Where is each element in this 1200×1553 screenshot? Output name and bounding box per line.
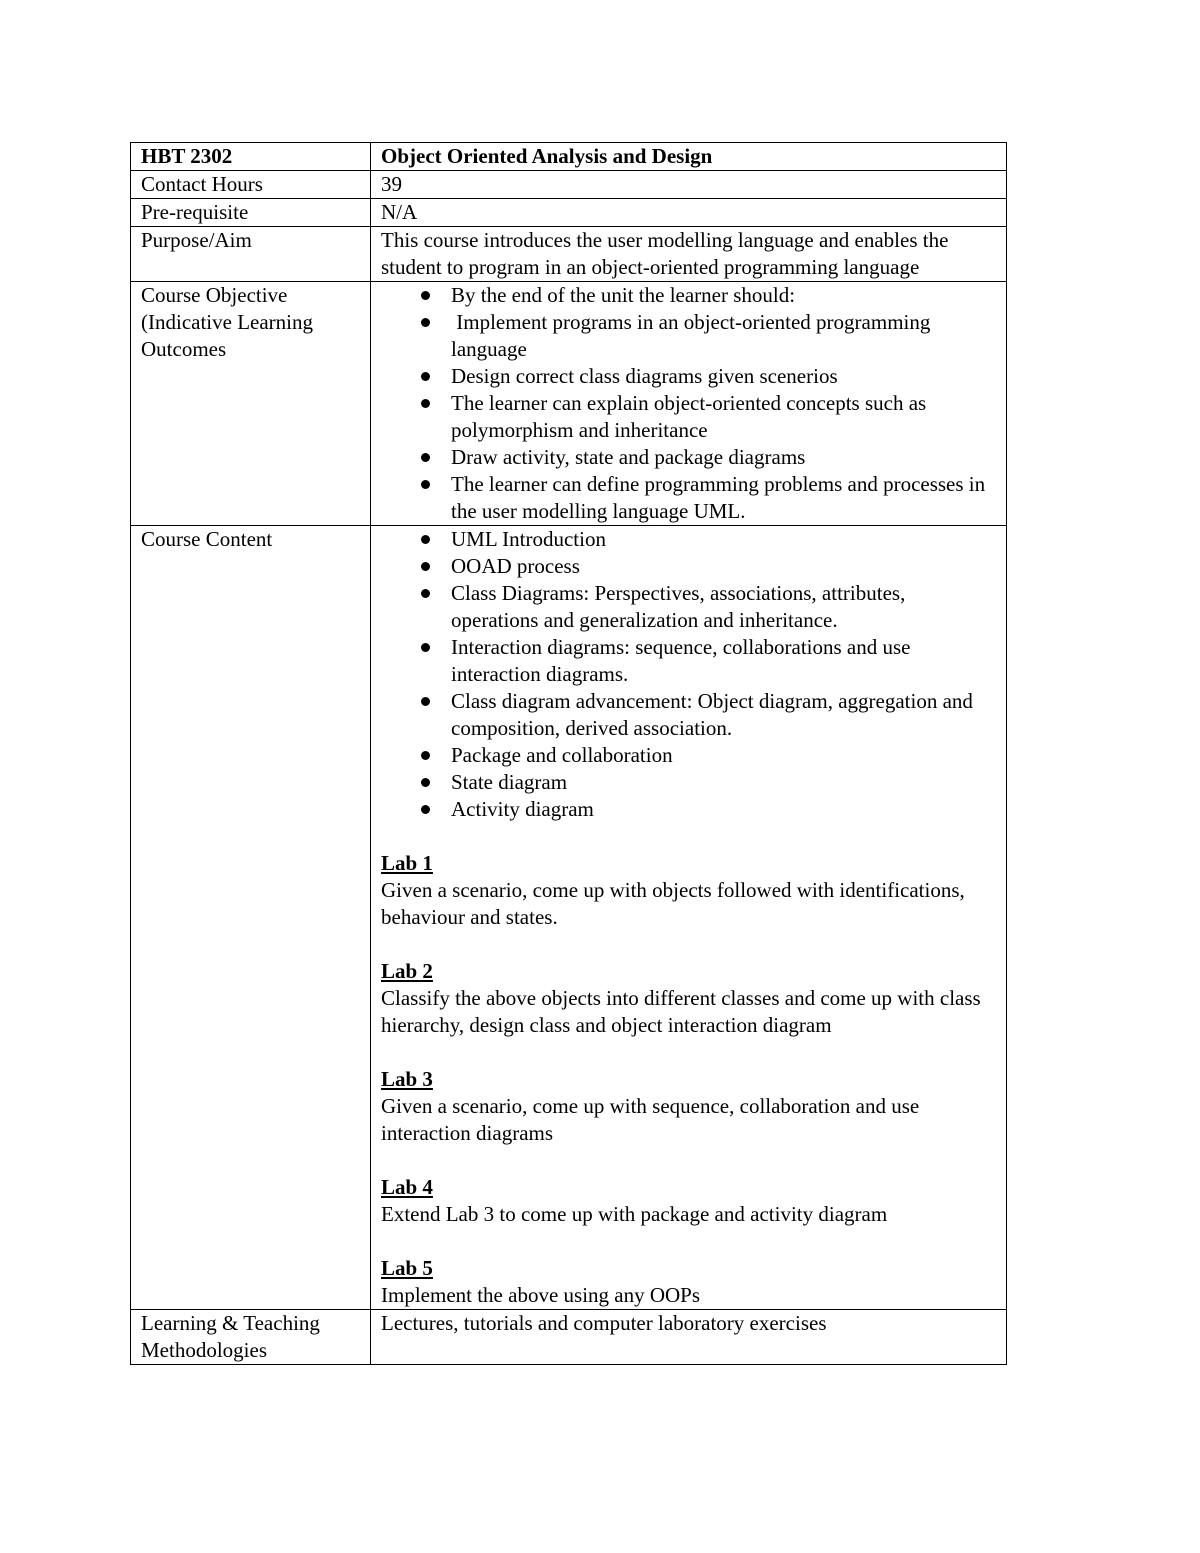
lab-4 xyxy=(381,1174,996,1228)
bullet-icon xyxy=(421,697,430,706)
list-item: By the end of the unit the learner should: xyxy=(381,282,996,309)
list-item: Activity diagram xyxy=(381,796,996,823)
methodologies-row xyxy=(131,1310,1007,1365)
prerequisite-value: N/A xyxy=(371,199,1007,227)
methodologies-label: Learning & Teaching Methodologies xyxy=(131,1310,371,1365)
list-item: Implement programs in an object-oriented programming language xyxy=(381,309,996,363)
bullet-icon xyxy=(421,453,430,462)
bullet-icon xyxy=(421,751,430,760)
list-item: Class Diagrams: Perspectives, associations, attributes, operations and generalization and inheritance. xyxy=(381,580,996,634)
list-item: OOAD process xyxy=(381,553,996,580)
contact-hours-label: Contact Hours xyxy=(131,171,371,199)
bullet-icon xyxy=(421,372,430,381)
bullet-icon xyxy=(421,291,430,300)
bullet-icon xyxy=(421,643,430,652)
lab-title: Lab 5 xyxy=(381,1256,433,1280)
bullet-icon xyxy=(421,589,430,598)
lab-title: Lab 2 xyxy=(381,959,433,983)
contact-hours-value: 39 xyxy=(371,171,1007,199)
purpose-label: Purpose/Aim xyxy=(131,227,371,282)
purpose-value: This course introduces the user modelling language and enables the student to program in an object-oriented programming language xyxy=(371,227,1007,282)
course-code: HBT 2302 xyxy=(131,143,371,171)
bullet-icon xyxy=(421,805,430,814)
list-item: UML Introduction xyxy=(381,526,996,553)
list-item: Package and collaboration xyxy=(381,742,996,769)
bullet-icon xyxy=(421,399,430,408)
header-row xyxy=(131,143,1007,171)
course-title: Object Oriented Analysis and Design xyxy=(371,143,1007,171)
lab-2 xyxy=(381,958,996,1039)
lab-title: Lab 4 xyxy=(381,1175,433,1199)
purpose-row xyxy=(131,227,1007,282)
list-item: The learner can explain object-oriented concepts such as polymorphism and inheritance xyxy=(381,390,996,444)
prerequisite-row xyxy=(131,199,1007,227)
lab-text: Classify the above objects into different classes and come up with class hierarchy, design class and object interaction diagram xyxy=(381,986,981,1037)
objectives-list xyxy=(381,282,996,525)
list-item: Interaction diagrams: sequence, collaborations and use interaction diagrams. xyxy=(381,634,996,688)
lab-title: Lab 3 xyxy=(381,1067,433,1091)
bullet-icon xyxy=(421,480,430,489)
lab-text: Implement the above using any OOPs xyxy=(381,1283,701,1307)
lab-5 xyxy=(381,1255,996,1309)
bullet-icon xyxy=(421,535,430,544)
course-outline-table xyxy=(130,142,1007,1365)
content-list xyxy=(381,526,996,823)
content-cell xyxy=(371,526,1007,1310)
content-label: Course Content xyxy=(131,526,371,1310)
lab-text: Given a scenario, come up with sequence, collaboration and use interaction diagrams xyxy=(381,1094,920,1145)
list-item: State diagram xyxy=(381,769,996,796)
objectives-row xyxy=(131,282,1007,526)
lab-text: Extend Lab 3 to come up with package and activity diagram xyxy=(381,1202,888,1226)
prerequisite-label: Pre-requisite xyxy=(131,199,371,227)
contact-hours-row xyxy=(131,171,1007,199)
bullet-icon xyxy=(421,562,430,571)
list-item: Draw activity, state and package diagrams xyxy=(381,444,996,471)
content-row xyxy=(131,526,1007,1310)
methodologies-value: Lectures, tutorials and computer laboratory exercises xyxy=(371,1310,1007,1365)
objectives-cell xyxy=(371,282,1007,526)
list-item: The learner can define programming problems and processes in the user modelling language UML. xyxy=(381,471,996,525)
list-item: Class diagram advancement: Object diagram, aggregation and composition, derived association. xyxy=(381,688,996,742)
list-item: Design correct class diagrams given scenerios xyxy=(381,363,996,390)
bullet-icon xyxy=(421,318,430,327)
objectives-label: Course Objective (Indicative Learning Outcomes xyxy=(131,282,371,526)
lab-title: Lab 1 xyxy=(381,851,433,875)
bullet-icon xyxy=(421,778,430,787)
lab-1 xyxy=(381,850,996,931)
lab-text: Given a scenario, come up with objects followed with identifications, behaviour and states. xyxy=(381,878,965,929)
lab-3 xyxy=(381,1066,996,1147)
